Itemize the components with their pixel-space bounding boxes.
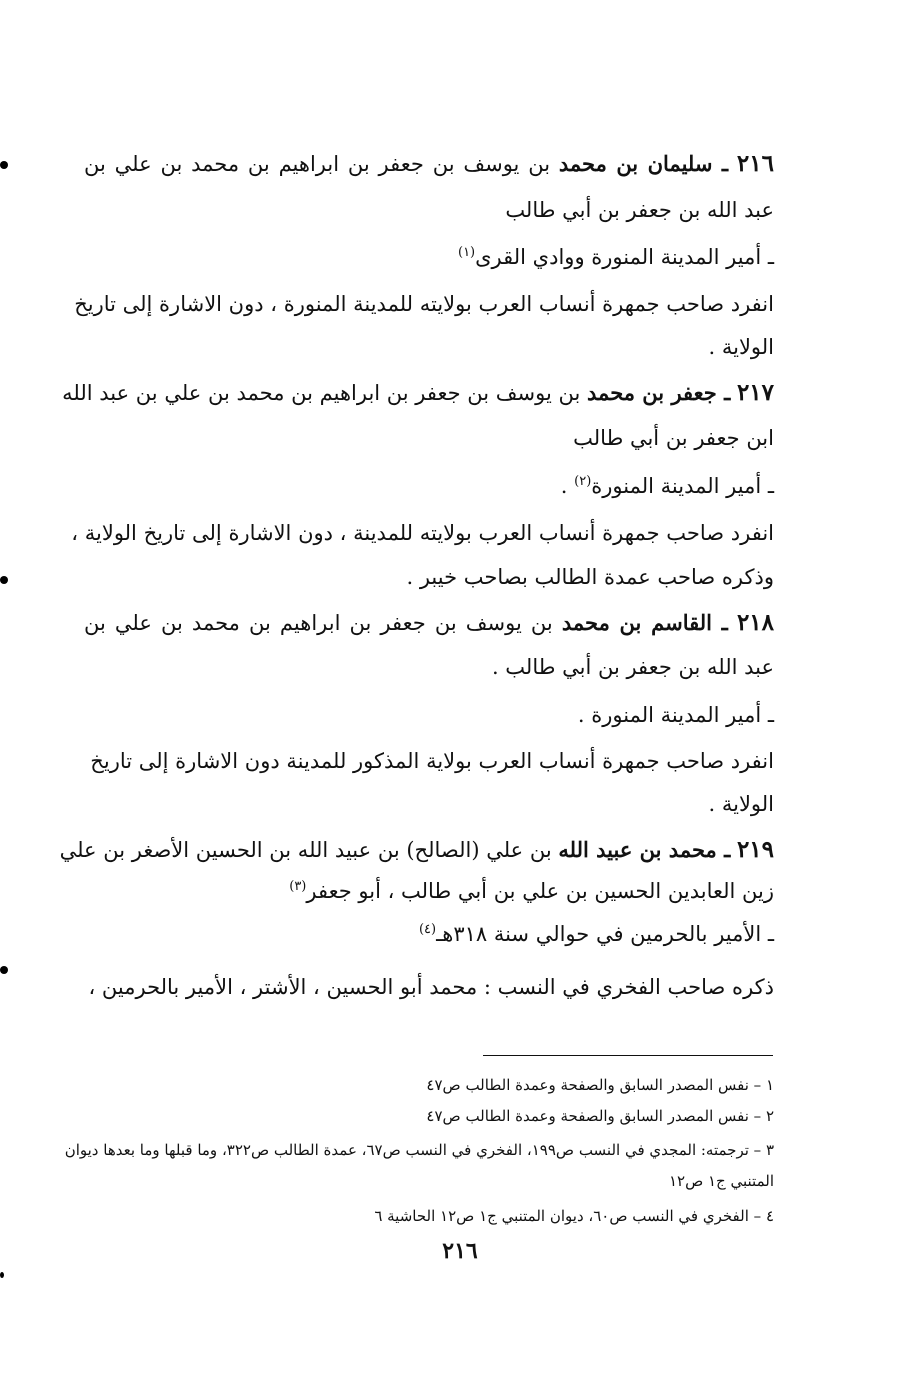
entry-216-para-2: الولاية . xyxy=(708,335,774,359)
entry-219-title: ـ الأمير بالحرمين في حوالي سنة ٣١٨هـ$^{(٤)}$ xyxy=(418,922,774,946)
entry-name: ـ محمد بن عبيد الله xyxy=(558,837,731,862)
entry-217-heading xyxy=(62,376,774,410)
entry-number: ٢١٦ xyxy=(736,150,774,177)
footnote-ref: (١) xyxy=(457,245,476,260)
entry-number: ٢١٩ xyxy=(736,836,774,863)
binding-mark xyxy=(0,576,8,584)
entry-name: ـ القاسم بن محمد xyxy=(561,610,728,635)
footnote-2: ٢ – نفس المصدر السابق والصفحة وعمدة الطالب ص٤٧ xyxy=(426,1107,774,1125)
page-number: ٢١٦ xyxy=(442,1238,478,1264)
entry-216-heading xyxy=(84,147,774,181)
entry-lineage: بن يوسف بن جعفر بن ابراهيم بن محمد بن علي بن xyxy=(84,152,551,176)
binding-mark xyxy=(0,1272,4,1278)
binding-mark xyxy=(0,161,8,169)
entry-lineage: بن يوسف بن جعفر بن ابراهيم بن محمد بن علي بن عبد الله xyxy=(62,381,581,405)
entry-218-para-2: الولاية . xyxy=(708,792,774,816)
footnote-1: ١ – نفس المصدر السابق والصفحة وعمدة الطالب ص٤٧ xyxy=(426,1076,774,1094)
entry-216-title: ـ أمير المدينة المنورة ووادي القرى$^{(١)}$ xyxy=(457,245,774,269)
entry-number: ٢١٧ xyxy=(736,379,774,406)
entry-218-heading xyxy=(84,606,774,640)
entry-219-para-1: ذكره صاحب الفخري في النسب : محمد أبو الحسين ، الأشتر ، الأمير بالحرمين ، xyxy=(88,975,774,999)
entry-217-title: ـ أمير المدينة المنورة$^{(٢)}$ . xyxy=(560,474,774,498)
entry-217-para-2: وذكره صاحب عمدة الطالب بصاحب خيبر . xyxy=(406,565,774,589)
entry-name: ـ جعفر بن محمد xyxy=(587,380,731,405)
footnote-4: ٤ – الفخري في النسب ص٦٠، ديوان المتنبي ج١ ص١٢ الحاشية ٦ xyxy=(374,1207,774,1225)
footnote-3-line-2: المتنبي ج١ ص١٢ xyxy=(668,1172,774,1190)
entry-218-lineage-cont: عبد الله بن جعفر بن أبي طالب . xyxy=(491,655,774,679)
footnote-ref: (٢) xyxy=(574,474,592,489)
entry-218-para-1: انفرد صاحب جمهرة أنساب العرب بولاية المذكور للمدينة دون الاشارة إلى تاريخ xyxy=(90,749,774,773)
entry-216-para-1: انفرد صاحب جمهرة أنساب العرب بولايته للمدينة المنورة ، دون الاشارة إلى تاريخ xyxy=(74,292,774,316)
entry-219-lineage-cont: زين العابدين الحسين بن علي بن أبي طالب ، أبو جعفر$^{(٣)}$ xyxy=(289,879,774,903)
entry-219-heading xyxy=(59,833,774,867)
entry-217-lineage-cont: ابن جعفر بن أبي طالب xyxy=(573,426,774,450)
entry-name: ـ سليمان بن محمد xyxy=(558,151,729,176)
entry-216-lineage-cont: عبد الله بن جعفر بن أبي طالب xyxy=(505,198,774,222)
entry-218-title: ـ أمير المدينة المنورة . xyxy=(577,703,774,727)
entry-217-para-1: انفرد صاحب جمهرة أنساب العرب بولايته للمدينة ، دون الاشارة إلى تاريخ الولاية ، xyxy=(71,521,774,545)
entry-number: ٢١٨ xyxy=(736,609,775,636)
entry-lineage: بن علي (الصالح) بن عبيد الله بن الحسين الأصغر بن علي xyxy=(59,838,552,862)
footnote-ref: (٤) xyxy=(418,922,437,937)
entry-lineage: بن يوسف بن جعفر بن ابراهيم بن محمد بن علي بن xyxy=(84,611,553,635)
footnote-3-line-1: ٣ – ترجمته: المجدي في النسب ص١٩٩، الفخري في النسب ص٦٧، عمدة الطالب ص٣٢٢، وما قبلها وما بعدها ديوان xyxy=(64,1141,774,1159)
binding-mark xyxy=(0,966,8,974)
footnote-separator xyxy=(483,1055,773,1056)
footnote-ref: (٣) xyxy=(289,879,307,894)
